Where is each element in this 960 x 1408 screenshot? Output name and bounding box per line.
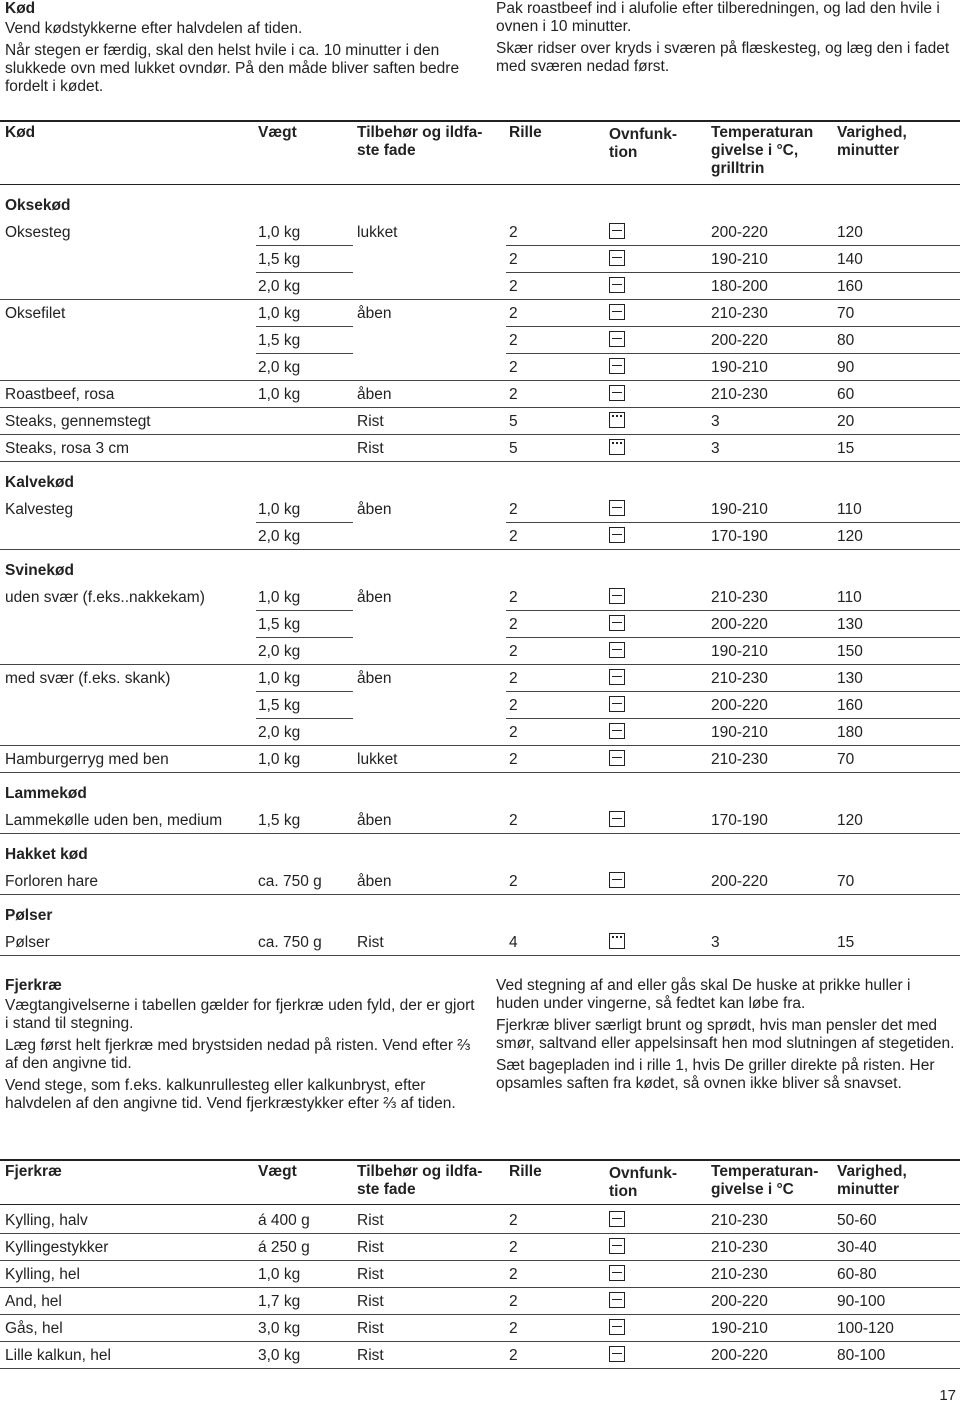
temperature: 210-230	[711, 1266, 768, 1283]
temperature: 210-230	[711, 751, 768, 768]
weight: 1,0 kg	[258, 670, 301, 687]
item-name: Roastbeef, rosa	[5, 386, 115, 403]
duration: 50-60	[837, 1212, 877, 1229]
shelf-level: 2	[509, 873, 518, 890]
oven-icon	[609, 223, 625, 239]
duration: 60-80	[837, 1266, 877, 1283]
header-cell: Tilbehør og ildfa-ste fade	[357, 124, 483, 159]
weight: 1,0 kg	[258, 305, 301, 322]
oven-icon	[609, 669, 625, 685]
header-cell: Temperaturan-givelse i °C	[711, 1163, 819, 1198]
grill-icon	[609, 412, 625, 428]
item-name: Hamburgerryg med ben	[5, 751, 169, 768]
table-row	[0, 665, 960, 692]
weight: 1,5 kg	[258, 332, 301, 349]
temperature: 210-230	[711, 1212, 768, 1229]
temperature: 200-220	[711, 1347, 768, 1364]
table-row	[0, 807, 960, 834]
weight: 1,0 kg	[258, 751, 301, 768]
category-label: Hakket kød	[5, 846, 88, 863]
duration: 70	[837, 751, 855, 768]
header-cell: Kød	[5, 124, 36, 141]
accessory: Rist	[357, 1266, 384, 1283]
oven-function-cell	[609, 1292, 625, 1313]
duration: 120	[837, 528, 863, 545]
section-heading: Kød	[5, 0, 36, 17]
oven-icon	[609, 1292, 625, 1308]
oven-icon	[609, 500, 625, 516]
duration: 100-120	[837, 1320, 894, 1337]
shelf-level: 2	[509, 616, 518, 633]
oven-function-cell	[609, 250, 625, 271]
weight: ca. 750 g	[258, 873, 322, 890]
oven-icon	[609, 304, 625, 320]
header-cell: Varighed, minutter	[837, 124, 907, 159]
oven-icon	[609, 331, 625, 347]
temperature: 200-220	[711, 873, 768, 890]
weight: 1,5 kg	[258, 812, 301, 829]
item-name: Lammekølle uden ben, medium	[5, 812, 223, 829]
shelf-level: 4	[509, 934, 518, 951]
header-cell: Vægt	[258, 124, 297, 141]
duration: 90-100	[837, 1293, 886, 1310]
weight: 1,5 kg	[258, 616, 301, 633]
duration: 160	[837, 697, 863, 714]
temperature: 190-210	[711, 501, 768, 518]
shelf-level: 2	[509, 1320, 518, 1337]
header-cell: Vægt	[258, 1163, 297, 1180]
oven-function-cell	[609, 642, 625, 663]
accessory: lukket	[357, 224, 398, 241]
table-row	[0, 638, 960, 665]
shelf-level: 2	[509, 589, 518, 606]
shelf-level: 2	[509, 386, 518, 403]
table-row	[0, 435, 960, 462]
oven-function-cell	[609, 811, 625, 832]
paragraph: Vægtangivelserne i tabellen gælder for fjerkræ uden fyld, der er gjort i stand til stegning.	[5, 997, 475, 1032]
temperature: 190-210	[711, 724, 768, 741]
oven-function-cell	[609, 615, 625, 636]
category-heading	[0, 462, 960, 496]
oven-function-cell	[609, 1238, 625, 1259]
oven-function-cell	[609, 1319, 625, 1340]
temperature: 190-210	[711, 643, 768, 660]
table-row	[0, 1288, 960, 1315]
weight: 2,0 kg	[258, 359, 301, 376]
paragraph: Læg først helt fjerkræ med brystsiden nedad på risten. Vend efter ⅔ af den angivne tid.	[5, 1037, 471, 1072]
shelf-level: 2	[509, 670, 518, 687]
oven-function-cell	[609, 223, 625, 244]
weight: 1,0 kg	[258, 224, 301, 241]
shelf-level: 2	[509, 812, 518, 829]
duration: 160	[837, 278, 863, 295]
oven-function-cell	[609, 527, 625, 548]
paragraph: Fjerkræ bliver særligt brunt og sprødt, hvis man pensler det med smør, saltvand eller appelsinsaft hen mod slutningen af stegetiden.	[496, 1017, 955, 1052]
accessory: Rist	[357, 1212, 384, 1229]
temperature: 170-190	[711, 528, 768, 545]
item-name: Oksesteg	[5, 224, 71, 241]
shelf-level: 2	[509, 1239, 518, 1256]
shelf-level: 2	[509, 278, 518, 295]
duration: 120	[837, 224, 863, 241]
oven-function-cell	[609, 669, 625, 690]
duration: 80	[837, 332, 855, 349]
accessory: åben	[357, 812, 392, 829]
shelf-level: 2	[509, 643, 518, 660]
oven-icon	[609, 811, 625, 827]
accessory: åben	[357, 873, 392, 890]
duration: 30-40	[837, 1239, 877, 1256]
page-number: 17	[939, 1387, 956, 1404]
table-row	[0, 273, 960, 300]
oven-icon	[609, 696, 625, 712]
temperature: 200-220	[711, 697, 768, 714]
paragraph: Sæt bagepladen ind i rille 1, hvis De griller direkte på risten. Her opsamles saften fra kødet, så ovnen ikke bliver så snavset.	[496, 1057, 935, 1092]
paragraph: Vend stege, som f.eks. kalkunrullesteg eller kalkunbryst, efter halvdelen af den angivne tid. Vend fjerkræstykker efter ⅔ af tiden.	[5, 1077, 456, 1112]
item-name: Steaks, gennemstegt	[5, 413, 151, 430]
header-cell: Varighed, minutter	[837, 1163, 907, 1198]
table-row	[0, 496, 960, 523]
oven-icon	[609, 250, 625, 266]
paragraph: Ved stegning af and eller gås skal De huske at prikke huller i huden under vingerne, så fedtet kan løbe fra.	[496, 977, 911, 1012]
paragraph: Pak roastbeef ind i alufolie efter tilberedningen, og lad den hvile i ovnen i 10 minutter.	[496, 0, 940, 35]
shelf-level: 2	[509, 332, 518, 349]
shelf-level: 5	[509, 440, 518, 457]
section-heading: Fjerkræ	[5, 977, 62, 994]
accessory: Rist	[357, 413, 384, 430]
oven-function-cell	[609, 588, 625, 609]
weight: 2,0 kg	[258, 528, 301, 545]
temperature: 200-220	[711, 224, 768, 241]
temperature: 3	[711, 413, 720, 430]
oven-function-cell	[609, 412, 625, 433]
item-name: Lille kalkun, hel	[5, 1347, 111, 1364]
weight: á 400 g	[258, 1212, 310, 1229]
shelf-level: 5	[509, 413, 518, 430]
poultry-table	[0, 1159, 960, 1369]
table-row	[0, 246, 960, 273]
shelf-level: 2	[509, 1293, 518, 1310]
temperature: 210-230	[711, 670, 768, 687]
shelf-level: 2	[509, 1347, 518, 1364]
duration: 60	[837, 386, 855, 403]
accessory: åben	[357, 305, 392, 322]
table-row	[0, 929, 960, 956]
table-row	[0, 1315, 960, 1342]
temperature: 210-230	[711, 589, 768, 606]
table-row	[0, 300, 960, 327]
oven-function-cell	[609, 696, 625, 717]
oven-icon	[609, 1346, 625, 1362]
table-row	[0, 692, 960, 719]
weight: 2,0 kg	[258, 643, 301, 660]
oven-function-cell	[609, 1211, 625, 1232]
temperature: 190-210	[711, 251, 768, 268]
shelf-level: 2	[509, 501, 518, 518]
oven-icon	[609, 385, 625, 401]
temperature: 200-220	[711, 332, 768, 349]
oven-function-cell	[609, 500, 625, 521]
accessory: åben	[357, 501, 392, 518]
duration: 70	[837, 873, 855, 890]
item-name: uden svær (f.eks..nakkekam)	[5, 589, 205, 606]
category-label: Lammekød	[5, 785, 87, 802]
category-heading	[0, 834, 960, 868]
weight: 1,0 kg	[258, 501, 301, 518]
weight: 2,0 kg	[258, 724, 301, 741]
item-name: Gås, hel	[5, 1320, 63, 1337]
item-name: Kalvesteg	[5, 501, 74, 518]
duration: 110	[837, 589, 862, 606]
table-row	[0, 868, 960, 895]
shelf-level: 2	[509, 1212, 518, 1229]
table-row	[0, 1207, 960, 1234]
shelf-level: 2	[509, 697, 518, 714]
temperature: 200-220	[711, 616, 768, 633]
weight: 1,7 kg	[258, 1293, 301, 1310]
oven-function-cell	[609, 750, 625, 771]
oven-function-cell	[609, 439, 625, 460]
oven-icon	[609, 872, 625, 888]
duration: 140	[837, 251, 863, 268]
category-heading	[0, 773, 960, 807]
duration: 20	[837, 413, 855, 430]
header-cell: Rille	[509, 124, 542, 141]
oven-icon	[609, 615, 625, 631]
table-row	[0, 1342, 960, 1369]
temperature: 180-200	[711, 278, 768, 295]
duration: 15	[837, 934, 855, 951]
temperature: 210-230	[711, 305, 768, 322]
table-row	[0, 746, 960, 773]
intro-right	[496, 0, 956, 80]
header-cell: Fjerkræ	[5, 1163, 62, 1180]
accessory: Rist	[357, 1293, 384, 1310]
oven-icon	[609, 277, 625, 293]
weight: 1,0 kg	[258, 1266, 301, 1283]
weight: á 250 g	[258, 1239, 310, 1256]
duration: 130	[837, 670, 863, 687]
duration: 80-100	[837, 1347, 886, 1364]
category-heading	[0, 185, 960, 219]
item-name: Forloren hare	[5, 873, 99, 890]
duration: 180	[837, 724, 863, 741]
paragraph: Når stegen er færdig, skal den helst hvile i ca. 10 minutter i den slukkede ovn med lukket ovndør. På den måde bliver saften bedre fordelt i kødet.	[5, 42, 460, 95]
shelf-level: 2	[509, 251, 518, 268]
accessory: lukket	[357, 751, 398, 768]
oven-function-cell	[609, 933, 625, 954]
duration: 90	[837, 359, 855, 376]
weight: 3,0 kg	[258, 1320, 301, 1337]
oven-function-cell	[609, 1265, 625, 1286]
oven-icon	[609, 1238, 625, 1254]
accessory: Rist	[357, 934, 384, 951]
category-label: Svinekød	[5, 562, 74, 579]
duration: 130	[837, 616, 863, 633]
oven-function-cell	[609, 872, 625, 893]
table-row	[0, 381, 960, 408]
paragraph: Skær ridser over kryds i sværen på flæskesteg, og læg den i fadet med sværen nedad først.	[496, 40, 950, 75]
item-name: med svær (f.eks. skank)	[5, 670, 171, 687]
table-row	[0, 584, 960, 611]
table-row	[0, 523, 960, 550]
oven-function-cell	[609, 358, 625, 379]
item-name: Kyllingestykker	[5, 1239, 109, 1256]
oven-function-cell	[609, 304, 625, 325]
item-name: Oksefilet	[5, 305, 66, 322]
oven-function-cell	[609, 1346, 625, 1367]
poultry-intro-left	[5, 977, 475, 1117]
weight: ca. 750 g	[258, 934, 322, 951]
item-name: Steaks, rosa 3 cm	[5, 440, 130, 457]
category-label: Oksekød	[5, 197, 71, 214]
paragraph: Vend kødstykkerne efter halvdelen af tiden.	[5, 20, 303, 37]
temperature: 3	[711, 440, 720, 457]
table-row	[0, 408, 960, 435]
temperature: 190-210	[711, 359, 768, 376]
accessory: åben	[357, 386, 392, 403]
table-row	[0, 611, 960, 638]
header-cell: Ovnfunk-tion	[609, 1165, 678, 1200]
table-header	[0, 120, 960, 185]
temperature: 210-230	[711, 386, 768, 403]
header-cell: Ovnfunk-tion	[609, 126, 678, 161]
weight: 1,0 kg	[258, 386, 301, 403]
grill-icon	[609, 439, 625, 455]
table-header	[0, 1159, 960, 1205]
oven-function-cell	[609, 385, 625, 406]
shelf-level: 2	[509, 359, 518, 376]
item-name: And, hel	[5, 1293, 62, 1310]
item-name: Kylling, hel	[5, 1266, 80, 1283]
oven-icon	[609, 358, 625, 374]
item-name: Kylling, halv	[5, 1212, 88, 1229]
shelf-level: 2	[509, 224, 518, 241]
oven-icon	[609, 1319, 625, 1335]
accessory: Rist	[357, 1320, 384, 1337]
oven-function-cell	[609, 723, 625, 744]
oven-icon	[609, 750, 625, 766]
header-cell: Rille	[509, 1163, 542, 1180]
table-row	[0, 1234, 960, 1261]
duration: 120	[837, 812, 863, 829]
table-row	[0, 1261, 960, 1288]
duration: 15	[837, 440, 855, 457]
item-name: Pølser	[5, 934, 50, 951]
oven-icon	[609, 527, 625, 543]
header-cell: Temperaturan givelse i °C, grilltrin	[711, 124, 814, 177]
weight: 2,0 kg	[258, 278, 301, 295]
table-row	[0, 354, 960, 381]
oven-icon	[609, 1265, 625, 1281]
oven-icon	[609, 588, 625, 604]
meat-table	[0, 120, 960, 956]
table-row	[0, 327, 960, 354]
oven-icon	[609, 1211, 625, 1227]
shelf-level: 2	[509, 751, 518, 768]
shelf-level: 2	[509, 1266, 518, 1283]
accessory: Rist	[357, 440, 384, 457]
temperature: 210-230	[711, 1239, 768, 1256]
temperature: 190-210	[711, 1320, 768, 1337]
category-label: Pølser	[5, 907, 53, 924]
duration: 150	[837, 643, 863, 660]
accessory: Rist	[357, 1239, 384, 1256]
temperature: 3	[711, 934, 720, 951]
temperature: 170-190	[711, 812, 768, 829]
duration: 70	[837, 305, 855, 322]
accessory: Rist	[357, 1347, 384, 1364]
weight: 3,0 kg	[258, 1347, 301, 1364]
table-row	[0, 219, 960, 246]
grill-icon	[609, 933, 625, 949]
category-heading	[0, 895, 960, 929]
oven-icon	[609, 642, 625, 658]
intro-left	[5, 0, 475, 100]
weight: 1,5 kg	[258, 251, 301, 268]
duration: 110	[837, 501, 862, 518]
poultry-intro-right	[496, 977, 956, 1097]
oven-icon	[609, 723, 625, 739]
shelf-level: 2	[509, 724, 518, 741]
category-label: Kalvekød	[5, 474, 74, 491]
accessory: åben	[357, 589, 392, 606]
category-heading	[0, 550, 960, 584]
oven-function-cell	[609, 331, 625, 352]
oven-function-cell	[609, 277, 625, 298]
temperature: 200-220	[711, 1293, 768, 1310]
table-row	[0, 719, 960, 746]
weight: 1,0 kg	[258, 589, 301, 606]
header-cell: Tilbehør og ildfa-ste fade	[357, 1163, 483, 1198]
accessory: åben	[357, 670, 392, 687]
weight: 1,5 kg	[258, 697, 301, 714]
shelf-level: 2	[509, 305, 518, 322]
shelf-level: 2	[509, 528, 518, 545]
